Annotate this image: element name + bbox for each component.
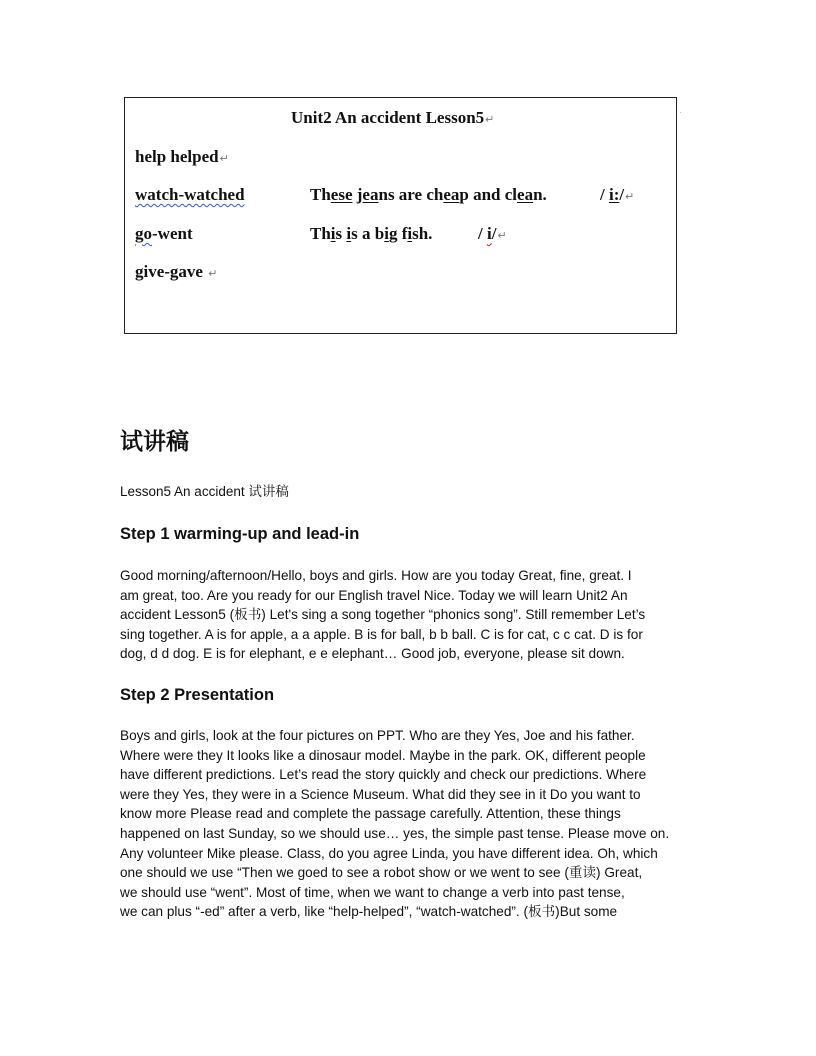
paragraph-line: Any volunteer Mike please. Class, do you agree Linda, you have different idea. Oh, which bbox=[120, 845, 658, 861]
step1-title: Step 1 warming-up and lead-in bbox=[120, 525, 360, 543]
paragraph-line: accident Lesson5 (板书) Let's sing a song together “phonics song”. Still remember Let’s bbox=[120, 607, 646, 623]
paragraph-line: Where were they It looks like a dinosaur model. Maybe in the park. OK, different people bbox=[120, 747, 646, 763]
board-row-help-helped: help helped↵ bbox=[135, 147, 229, 166]
step1-paragraph bbox=[120, 566, 700, 664]
paragraph-line: happened on last Sunday, so we should use… yes, the simple past tense. Please move on. bbox=[120, 825, 670, 841]
board-sentence-ea: These jeans are cheap and clean. bbox=[310, 185, 547, 204]
paragraph-line: we should use “went”. Most of time, when we want to change a verb into past tense, bbox=[120, 884, 625, 900]
board-verb-watch-watched: watch-watched bbox=[135, 185, 245, 204]
paragraph-line: Boys and girls, look at the four pictures on PPT. Who are they Yes, Joe and his father. bbox=[120, 728, 635, 743]
page-heading: 试讲稿 bbox=[120, 429, 189, 455]
paragraph-line: dog, d d dog. E is for elephant, e e elephant… Good job, everyone, please sit down. bbox=[120, 646, 625, 662]
paragraph-line: one should we use “Then we goed to see a robot show or we went to see (重读) Great, bbox=[120, 865, 643, 881]
board-row-give-gave: give-gave ↵ bbox=[135, 262, 218, 281]
step2-title: Step 2 Presentation bbox=[120, 686, 275, 704]
paragraph-line: Good morning/afternoon/Hello, boys and girls. How are you today Great, fine, great. I bbox=[120, 568, 632, 583]
corner-mark: · bbox=[679, 108, 682, 117]
paragraph-line: were they Yes, they were in a Science Museum. What did they see in it Do you want to bbox=[120, 786, 641, 802]
board-sentence-i: This is a big fish. bbox=[310, 224, 433, 243]
paragraph-line: know more Please read and complete the passage carefully. Attention, these things bbox=[120, 806, 621, 822]
blackboard-design-box bbox=[124, 97, 677, 334]
step2-paragraph bbox=[120, 726, 700, 922]
paragraph-line: am great, too. Are you ready for our English travel Nice. Today we will learn Unit2 An bbox=[120, 587, 628, 603]
board-title: Unit2 An accident Lesson5↵ bbox=[291, 108, 495, 127]
board-phonetic-long-i: / i:/↵ bbox=[600, 185, 635, 204]
paragraph-line: have different predictions. Let’s read the story quickly and check our predictions. Where bbox=[120, 767, 647, 783]
paragraph-line: we can plus “-ed” after a verb, like “help-helped”, “watch-watched”. (板书)But some bbox=[120, 904, 618, 920]
board-phonetic-short-i: / i/↵ bbox=[478, 224, 507, 243]
lesson-subtitle: Lesson5 An accident 试讲稿 bbox=[120, 484, 289, 499]
board-verb-go-went: go-went bbox=[135, 224, 193, 243]
paragraph-line: sing together. A is for apple, a a apple. B is for ball, b b ball. C is for cat, c c cat. D is for bbox=[120, 626, 643, 642]
